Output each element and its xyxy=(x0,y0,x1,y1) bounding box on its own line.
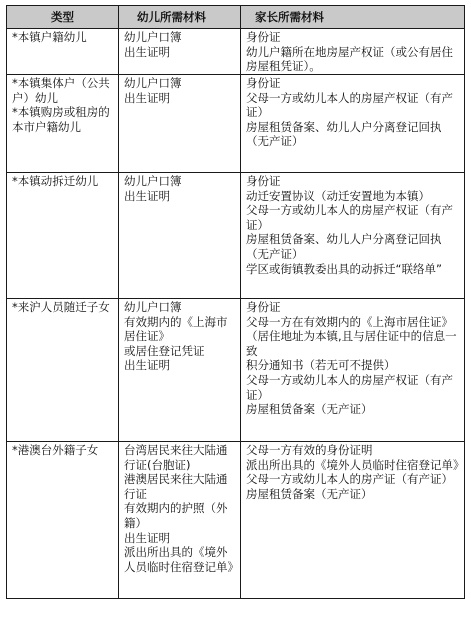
parent-materials-cell xyxy=(241,173,465,299)
child-material: 出生证明 xyxy=(124,188,170,203)
table-header-row xyxy=(7,6,465,29)
table-row xyxy=(7,173,465,299)
type-line: *本镇集体户（公共户）幼儿 xyxy=(12,76,110,105)
parent-material: 身份证 xyxy=(246,76,281,90)
type-cell xyxy=(7,442,119,599)
header-child-materials: 幼儿所需材料 xyxy=(119,6,241,29)
parent-material: 父母一方有效的身份证明 xyxy=(246,443,373,457)
type-cell xyxy=(7,75,119,173)
table-row xyxy=(7,299,465,442)
parent-material: 父母一方或幼儿本人的房屋产权证（有产证） xyxy=(246,90,453,120)
enrollment-materials-table xyxy=(6,5,465,599)
child-material: 出生证明 xyxy=(124,530,170,545)
child-material: 有效期内的护照（外籍） xyxy=(124,501,228,530)
child-material: 派出所出具的《境外人员临时住宿登记单》 xyxy=(124,545,239,574)
type-cell xyxy=(7,299,119,442)
child-material: 出生证明 xyxy=(124,358,170,373)
header-type: 类型 xyxy=(7,6,119,29)
type-line: *港澳台外籍子女 xyxy=(12,443,99,457)
parent-material: 父母一方或幼儿本人的房屋产权证（有产证） xyxy=(246,203,453,232)
child-material: 幼儿户口簿 xyxy=(124,174,182,188)
parent-materials-cell xyxy=(241,442,465,599)
type-line: *来沪人员随迁子女 xyxy=(12,300,110,314)
child-material: 幼儿户口簿 xyxy=(124,300,182,314)
parent-material: 动迁安置协议（动迁安置地为本镇） xyxy=(246,188,430,203)
parent-material: 身份证 xyxy=(246,300,281,314)
parent-material: 派出所出具的《境外人员临时住宿登记单》 xyxy=(246,457,465,472)
parent-material: 房屋租赁备案（无产证） xyxy=(246,402,373,417)
parent-material: 父母一方在有效期内的《上海市居住证》（居住地址为本镇,且与居住证中的信息一致 xyxy=(246,314,457,358)
child-material: 幼儿户口簿 xyxy=(124,30,182,44)
child-materials-cell xyxy=(119,173,241,299)
parent-material: 房屋租赁备案、幼儿人户分离登记回执（无产证） xyxy=(246,119,442,149)
parent-material: 房屋租赁备案（无产证） xyxy=(246,486,373,501)
type-line: *本镇动拆迁幼儿 xyxy=(12,174,99,188)
table-row xyxy=(7,442,465,599)
table-row xyxy=(7,29,465,75)
header-parent-materials: 家长所需材料 xyxy=(241,6,465,29)
child-materials-cell xyxy=(119,299,241,442)
child-material: 幼儿户口簿 xyxy=(124,76,182,90)
type-line: *本镇户籍幼儿 xyxy=(12,30,87,44)
child-material: 出生证明 xyxy=(124,44,170,59)
child-material: 台湾居民来往大陆通行证(台胞证) xyxy=(124,443,228,472)
parent-material: 幼儿户籍所在地房屋产权证（或公有居住房屋租凭证）。 xyxy=(246,44,453,74)
child-materials-cell xyxy=(119,75,241,173)
parent-material: 学区或街镇教委出具的动拆迁“联络单” xyxy=(246,261,442,276)
type-line: *本镇购房或租房的本市户籍幼儿 xyxy=(12,105,110,134)
child-materials-cell xyxy=(119,29,241,75)
child-material: 港澳居民来往大陆通行证 xyxy=(124,472,228,501)
table-row xyxy=(7,75,465,173)
parent-material: 身份证 xyxy=(246,174,281,188)
child-material: 或居住登记凭证 xyxy=(124,343,205,358)
parent-materials-cell xyxy=(241,75,465,173)
parent-materials-cell xyxy=(241,299,465,442)
parent-material: 父母一方或幼儿本人的房屋产权证（有产证） xyxy=(246,372,453,402)
parent-material: 房屋租赁备案、幼儿人户分离登记回执（无产证） xyxy=(246,232,442,261)
parent-material: 父母一方或幼儿本人的房产证（有产证） xyxy=(246,472,453,487)
parent-materials-cell xyxy=(241,29,465,75)
child-material: 有效期内的《上海市居住证》 xyxy=(124,314,228,344)
child-material: 出生证明 xyxy=(124,90,170,105)
child-materials-cell xyxy=(119,442,241,599)
parent-material: 身份证 xyxy=(246,30,281,44)
parent-material: 积分通知书（若无可不提供） xyxy=(246,358,396,373)
type-cell xyxy=(7,29,119,75)
type-cell xyxy=(7,173,119,299)
